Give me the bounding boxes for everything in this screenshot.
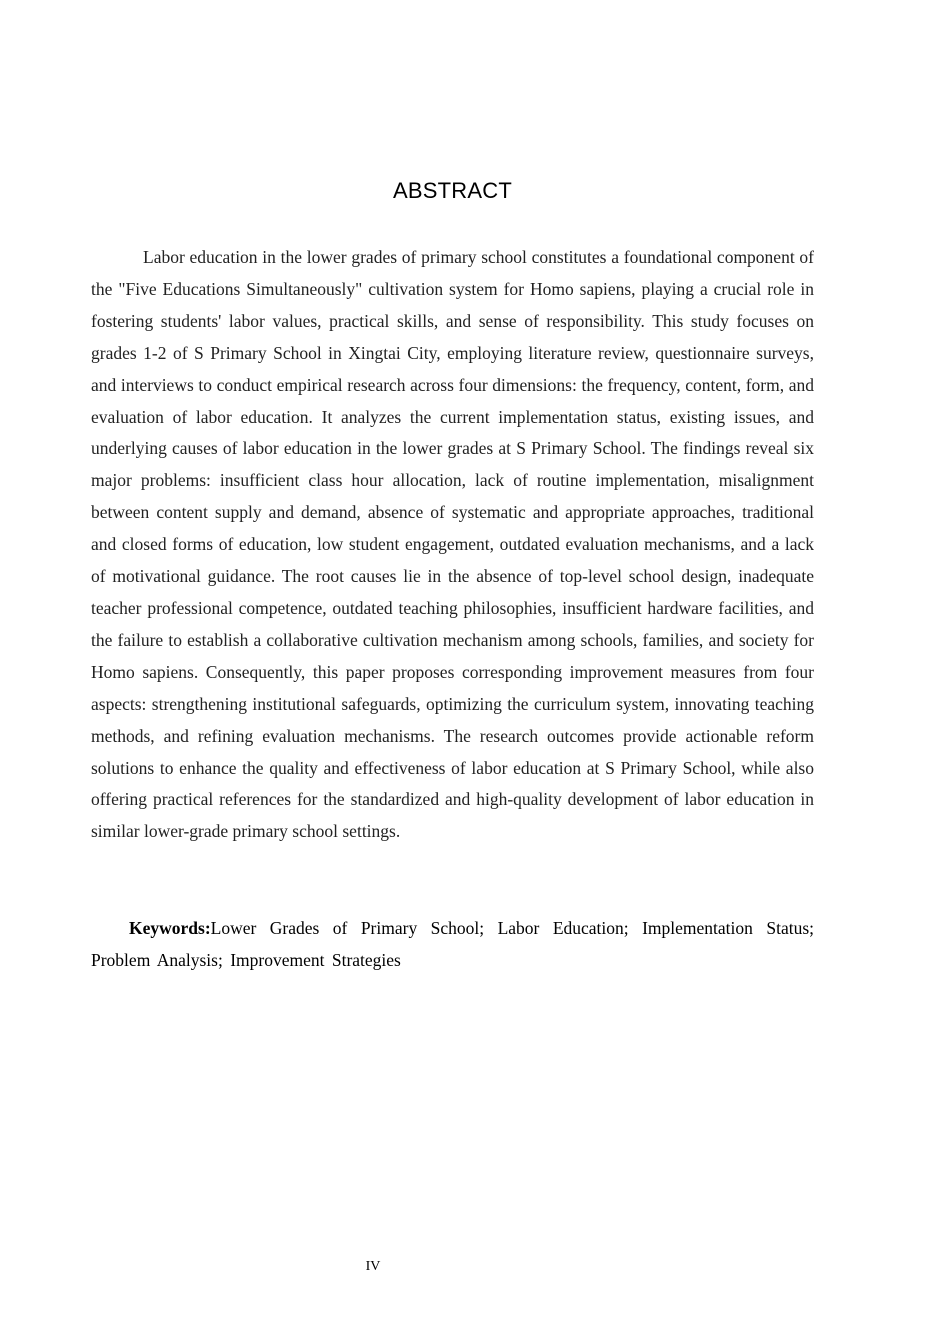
page-number: IV — [365, 1259, 381, 1274]
keywords-section — [91, 912, 814, 976]
keywords-label: Keywords: — [129, 918, 211, 938]
keywords-text: Lower Grades of Primary School; Labor Education; Implementation Status; Problem Analysis; Improvement Strategies — [91, 918, 814, 970]
abstract-paragraph: Labor education in the lower grades of primary school constitutes a foundational component of the "Five Educations Simultaneously" cultivation system for Homo sapiens, playing a crucial role in fostering students' labor values, practical skills, and sense of responsibility. This study focuses on grades 1-2 of S Primary School in Xingtai City, employing literature review, questionnaire surveys, and interviews to conduct empirical research across four dimensions: the frequency, content, form, and evaluation of labor education. It analyzes the current implementation status, existing issues, and underlying causes of labor education in the lower grades at S Primary School. The findings reveal six major problems: insufficient class hour allocation, lack of routine implementation, misalignment between content supply and demand, absence of systematic and appropriate approaches, traditional and closed forms of education, low student engagement, outdated evaluation mechanisms, and a lack of motivational guidance. The root causes lie in the absence of top-level school design, inadequate teacher professional competence, outdated teaching philosophies, insufficient hardware facilities, and the failure to establish a collaborative cultivation mechanism among schools, families, and society for Homo sapiens. Consequently, this paper proposes corresponding improvement measures from four aspects: strengthening institutional safeguards, optimizing the curriculum system, innovating teaching methods, and refining evaluation mechanisms. The research outcomes provide actionable reform solutions to enhance the quality and effectiveness of labor education at S Primary School, while also offering practical references for the standardized and high-quality development of labor education in similar lower-grade primary school settings. — [91, 247, 814, 842]
abstract-title: ABSTRACT — [393, 178, 512, 203]
